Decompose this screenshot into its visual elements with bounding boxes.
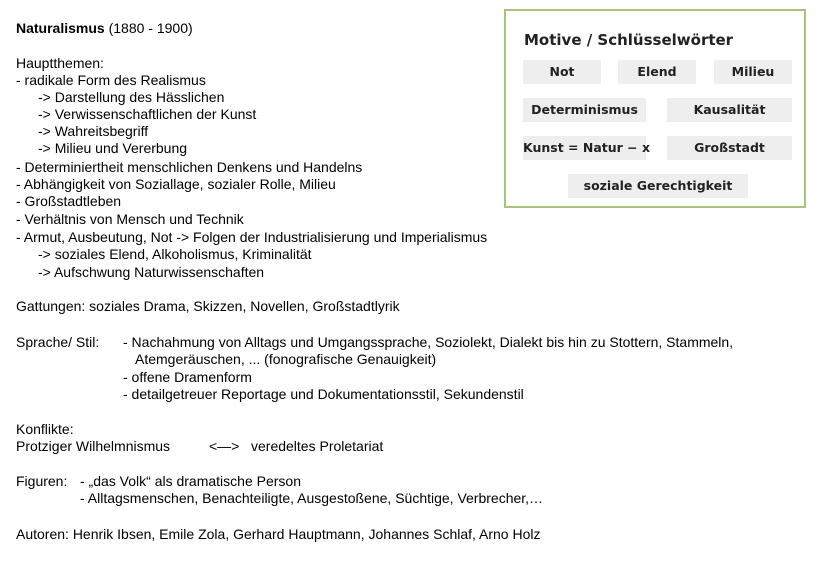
- hauptthemen-line: -> Milieu und Vererbung: [38, 140, 188, 156]
- document-title: [16, 20, 193, 37]
- motive-tag-grossstadt: Großstadt: [667, 136, 792, 160]
- konflikte-right: veredeltes Proletariat: [251, 438, 384, 454]
- sprache-line: Atemgeräuschen, ... (fonografische Genauigkeit): [135, 351, 437, 367]
- motive-title: Motive / Schlüsselwörter: [524, 31, 734, 49]
- motive-tag-soziale-gerechtigkeit: soziale Gerechtigkeit: [568, 174, 748, 198]
- sprache-line: - Nachahmung von Alltags und Umgangssprache, Soziolekt, Dialekt bis hin zu Stottern, Stammeln,: [123, 334, 734, 350]
- title-bold: Naturalismus: [16, 20, 105, 36]
- hauptthemen-line: - Armut, Ausbeutung, Not -> Folgen der Industrialisierung und Imperialismus: [16, 229, 488, 245]
- hauptthemen-line: -> soziales Elend, Alkoholismus, Kriminalität: [38, 246, 312, 262]
- autoren-line: Autoren: Henrik Ibsen, Emile Zola, Gerhard Hauptmann, Johannes Schlaf, Arno Holz: [16, 526, 541, 542]
- hauptthemen-line: - radikale Form des Realismus: [16, 72, 206, 88]
- figuren-line: - „das Volk“ als dramatische Person: [80, 473, 301, 489]
- konflikte-left: Protziger Wilhelmnismus: [16, 438, 171, 454]
- hauptthemen-line: -> Wahreitsbegriff: [38, 123, 149, 139]
- motive-tag-milieu: Milieu: [714, 60, 792, 84]
- sprache-line: - offene Dramenform: [123, 369, 252, 385]
- sprache-label: Sprache/ Stil:: [16, 334, 100, 350]
- konflikte-heading: Konflikte:: [16, 421, 74, 437]
- figuren-label: Figuren:: [16, 473, 68, 489]
- gattungen-line: Gattungen: soziales Drama, Skizzen, Novellen, Großstadtlyrik: [16, 298, 400, 314]
- motive-tag-elend: Elend: [618, 60, 696, 84]
- motive-tag-not: Not: [523, 60, 601, 84]
- figuren-line: - Alltagsmenschen, Benachteiligte, Ausgestoßene, Süchtige, Verbrecher,…: [80, 490, 544, 506]
- motive-tag-kausalitaet: Kausalität: [667, 98, 792, 122]
- sprache-line: - detailgetreuer Reportage und Dokumentationsstil, Sekundenstil: [123, 386, 524, 402]
- hauptthemen-line: - Determiniertheit menschlichen Denkens und Handelns: [16, 159, 363, 175]
- motive-tag-determinismus: Determinismus: [523, 98, 646, 122]
- hauptthemen-line: -> Verwissenschaftlichen der Kunst: [38, 106, 257, 122]
- title-years: (1880 - 1900): [104, 20, 193, 36]
- motive-box: [504, 9, 806, 208]
- hauptthemen-line: - Großstadtleben: [16, 193, 122, 209]
- hauptthemen-line: - Verhältnis von Mensch und Technik: [16, 211, 244, 227]
- hauptthemen-line: - Abhängigkeit von Soziallage, sozialer Rolle, Milieu: [16, 176, 336, 192]
- hauptthemen-line: -> Aufschwung Naturwissenschaften: [38, 264, 265, 280]
- hauptthemen-line: -> Darstellung des Hässlichen: [38, 89, 225, 105]
- motive-tag-kunst-natur: Kunst = Natur − x: [523, 136, 646, 160]
- konflikte-arrow: <—>: [209, 438, 240, 454]
- hauptthemen-heading: Hauptthemen:: [16, 55, 104, 71]
